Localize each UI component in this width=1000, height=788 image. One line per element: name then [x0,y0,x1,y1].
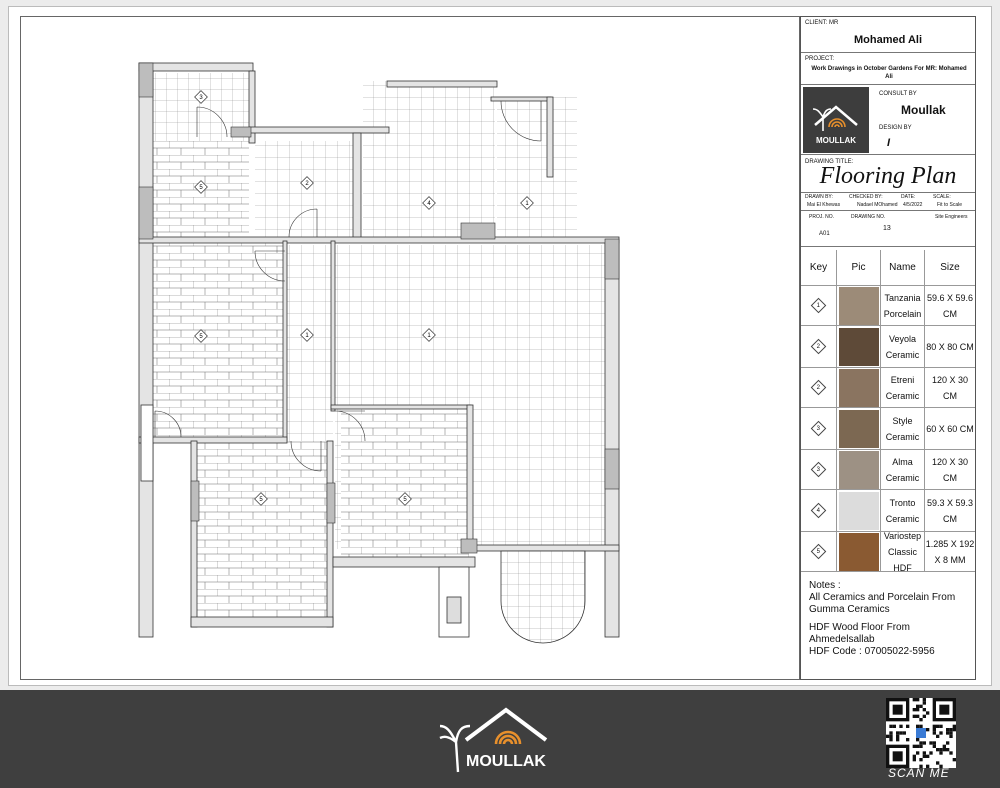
key-table-row [801,368,975,408]
checked-by-label: CHECKED BY: [849,194,883,200]
material-name: Tronto Ceramic [881,490,925,531]
svg-text:5: 5 [403,497,407,503]
proj-no: A01 [819,231,830,237]
qr-code[interactable] [886,698,956,768]
svg-text:2: 2 [305,181,309,187]
material-size: 60 X 60 CM [926,423,974,434]
material-swatch [839,451,879,489]
key-cell [801,490,837,531]
project-text: Work Drawings in October Gardens For MR: Mohamed Ali [811,66,967,80]
notes-line-2: HDF Wood Floor From Ahmedelsallab [809,622,910,645]
pic-cell [837,368,881,407]
material-swatch [839,369,879,407]
material-name: Etreni Ceramic [881,368,925,407]
key-number: 2 [816,343,821,350]
material-size: 80 X 80 CM [926,341,974,352]
key-table-header [801,250,975,286]
key-number: 3 [816,466,821,473]
material-size: 59.3 X 59.3 CM [926,497,974,524]
key-number: 1 [816,302,821,309]
notes-line-1: All Ceramics and Porcelain From Gumma Ceramics [809,592,956,615]
date-label: DATE: [901,194,916,200]
client-section [801,17,975,53]
material-swatch [839,287,879,325]
date-value: 4/5/2022 [903,202,923,208]
material-swatch [839,533,879,571]
notes-line-3: HDF Code : 07005022-5956 [809,646,935,657]
consult-label: CONSULT BY [879,91,917,97]
svg-text:5: 5 [199,185,203,191]
pic-cell [837,490,881,531]
pic-cell [837,326,881,367]
key-diamond-icon [811,339,827,355]
notes-heading: Notes : [809,580,841,591]
key-cell [801,286,837,325]
key-diamond-icon [811,298,827,314]
drawing-meta-row [801,193,975,211]
key-diamond-icon [811,462,827,478]
scan-me-label: SCAN ME [888,766,950,780]
site-engineers-label: Site Engineers [935,214,968,220]
material-size: 120 X 30 CM [931,374,969,401]
header-pic: Pic [837,250,881,285]
key-number: 3 [816,425,821,432]
svg-text:4: 4 [427,201,431,207]
notes [809,580,973,664]
drawing-no-label: DRAWING NO. [851,214,886,220]
key-cell [801,450,837,489]
key-cell [801,326,837,367]
svg-text:1: 1 [305,333,309,339]
key-cell [801,408,837,449]
checked-by: Nadael MOhamed [857,202,898,208]
pic-cell [837,532,881,571]
header-size: Size [940,262,960,273]
design-label: DESIGN BY [879,125,912,131]
material-swatch [839,410,879,448]
key-diamond-icon [811,380,827,396]
material-size: 1.285 X 192 X 8 MM [925,538,975,565]
key-table-row [801,326,975,368]
title-block [800,16,976,680]
drawing-title-label: DRAWING TITLE: [805,159,854,165]
scale-value: Fit to Scale [937,202,963,208]
pic-cell [837,450,881,489]
material-swatch [839,492,879,530]
key-cell [801,368,837,407]
key-diamond-icon [811,544,827,560]
material-name: Style Ceramic [881,408,925,449]
key-cell [801,532,837,571]
material-name: Variostep Classic HDF [881,532,925,571]
key-table-row [801,450,975,490]
material-size: 59.6 X 59.6 CM [926,292,974,319]
header-key: Key [801,250,837,285]
key-table-row [801,286,975,326]
floor-plan-frame [20,16,800,680]
svg-text:1: 1 [525,201,529,207]
svg-text:5: 5 [259,497,263,503]
drawing-number-row [801,211,975,247]
drawing-title: Flooring Plan [819,163,957,189]
client-label: CLIENT: MR [805,20,839,26]
material-name: Tanzania Porcelain [881,286,925,325]
moullak-logo [436,700,566,780]
key-diamond-icon [811,503,827,519]
key-number: 5 [816,548,821,555]
floor-plan-drawing [21,17,799,679]
pic-cell [837,408,881,449]
material-name: Veyola Ceramic [881,326,925,367]
pic-cell [837,286,881,325]
material-size: 120 X 30 CM [931,456,969,483]
footer-bar [0,690,1000,788]
header-name: Name [881,250,925,285]
svg-text:1: 1 [427,333,431,339]
key-diamond-icon [811,421,827,437]
scale-label: SCALE: [933,194,951,200]
logo-small-text: MOULLAK [816,136,856,145]
svg-text:3: 3 [199,95,203,101]
svg-text:5: 5 [199,334,203,340]
key-table-row [801,408,975,450]
key-number: 4 [816,507,821,514]
material-swatch [839,328,879,366]
drawn-by: Mai El Khewas [807,202,841,208]
key-table-row [801,532,975,572]
drawing-no: 13 [883,225,891,232]
project-label: PROJECT: [805,56,835,62]
footer-brand-text: MOULLAK [466,753,546,770]
room-fills [153,73,611,617]
design-name: I [887,137,891,149]
material-name: Alma Ceramic [881,450,925,489]
consult-name: Moullak [901,103,946,117]
key-number: 2 [816,384,821,391]
drawn-by-label: DRAWN BY: [805,194,833,200]
key-table-row [801,490,975,532]
proj-no-label: PROJ. NO. [809,214,835,220]
client-name: Mohamed Ali [853,34,923,46]
